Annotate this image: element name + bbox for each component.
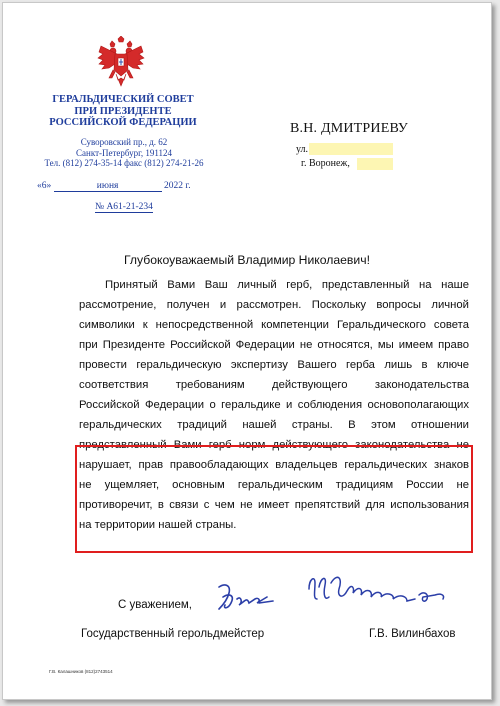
- double-headed-eagle-icon: [97, 36, 145, 90]
- date-year: 2022 г.: [164, 181, 191, 191]
- body-line: противоречит, в связи с чем не имеет препятствий для использования: [79, 499, 469, 511]
- body-line: на территории нашей страны.: [79, 519, 237, 531]
- org-line: РОССИЙСКОЙ ФЕДЕРАЦИИ: [49, 117, 197, 128]
- address-line: Тел. (812) 274-35-14 факс (812) 274-21-26: [44, 158, 204, 168]
- reference-number: [95, 202, 153, 212]
- signature: [303, 569, 453, 613]
- body-line: Принятый Вами Ваш личный герб, представленный на наше: [105, 279, 469, 291]
- org-line: ГЕРАЛЬДИЧЕСКИЙ СОВЕТ: [52, 94, 194, 105]
- recipient-street: ул.: [296, 144, 309, 155]
- body-line: Российской Федерации о геральдике и соблюдения основополагающих: [79, 399, 469, 411]
- redaction-highlight: [309, 143, 393, 155]
- org-line: ПРИ ПРЕЗИДЕНТЕ: [74, 105, 172, 117]
- address-line: Суворовский пр., д. 62: [80, 137, 168, 147]
- salutation: Глубокоуважаемый Владимир Николаевич!: [124, 253, 370, 267]
- signer-position: Государственный герольдмейстер: [81, 628, 265, 640]
- address-line: Санкт-Петербург, 191124: [76, 147, 172, 158]
- body-line: не ущемляет, основным геральдическим традициям России не: [79, 479, 469, 491]
- organization-address: [39, 137, 209, 169]
- date-day: 6: [41, 181, 47, 191]
- body-line: символики к непосредственной компетенции Геральдического совета: [79, 319, 469, 331]
- closing-phrase: С уважением,: [118, 599, 192, 611]
- body-line: геральдических традиций нашей страны. В этом отношении: [79, 419, 469, 431]
- date-month-text: июня: [96, 181, 119, 191]
- reference-number-text: № А61-21-234: [95, 202, 153, 212]
- date-quote-close: »: [46, 181, 52, 191]
- recipient-city: г. Воронеж,: [301, 158, 350, 169]
- date-month: [54, 181, 162, 192]
- letter-page: [2, 2, 492, 700]
- highlight-box: [75, 445, 473, 553]
- body-line: провести геральдическую экспертизу Вашего герба лишь в ключе: [79, 359, 469, 371]
- organization-name: [43, 94, 203, 129]
- letter-date: [37, 181, 191, 192]
- signature-initials: [215, 579, 277, 615]
- recipient-name: В.Н. ДМИТРИЕВУ: [290, 121, 408, 136]
- signer-name: Г.В. Вилинбахов: [369, 628, 456, 640]
- redaction-highlight: [357, 158, 393, 170]
- body-line: соответствия требованиям действующего законодательства: [79, 379, 469, 391]
- body-line: при Президенте Российской Федерации не относятся, мы имеем право: [79, 339, 469, 351]
- body-line: рассмотрение, получен и рассмотрен. Поскольку вопросы личной: [79, 299, 469, 311]
- footer-contact: Г.В. Калашников (812)2743514: [49, 669, 113, 674]
- body-line: представленный Вами герб норм действующего законодательства не: [79, 439, 469, 451]
- body-line: нарушает, прав правообладающих владельцев геральдических знаков: [79, 459, 469, 471]
- date-quote-open: «: [37, 181, 42, 191]
